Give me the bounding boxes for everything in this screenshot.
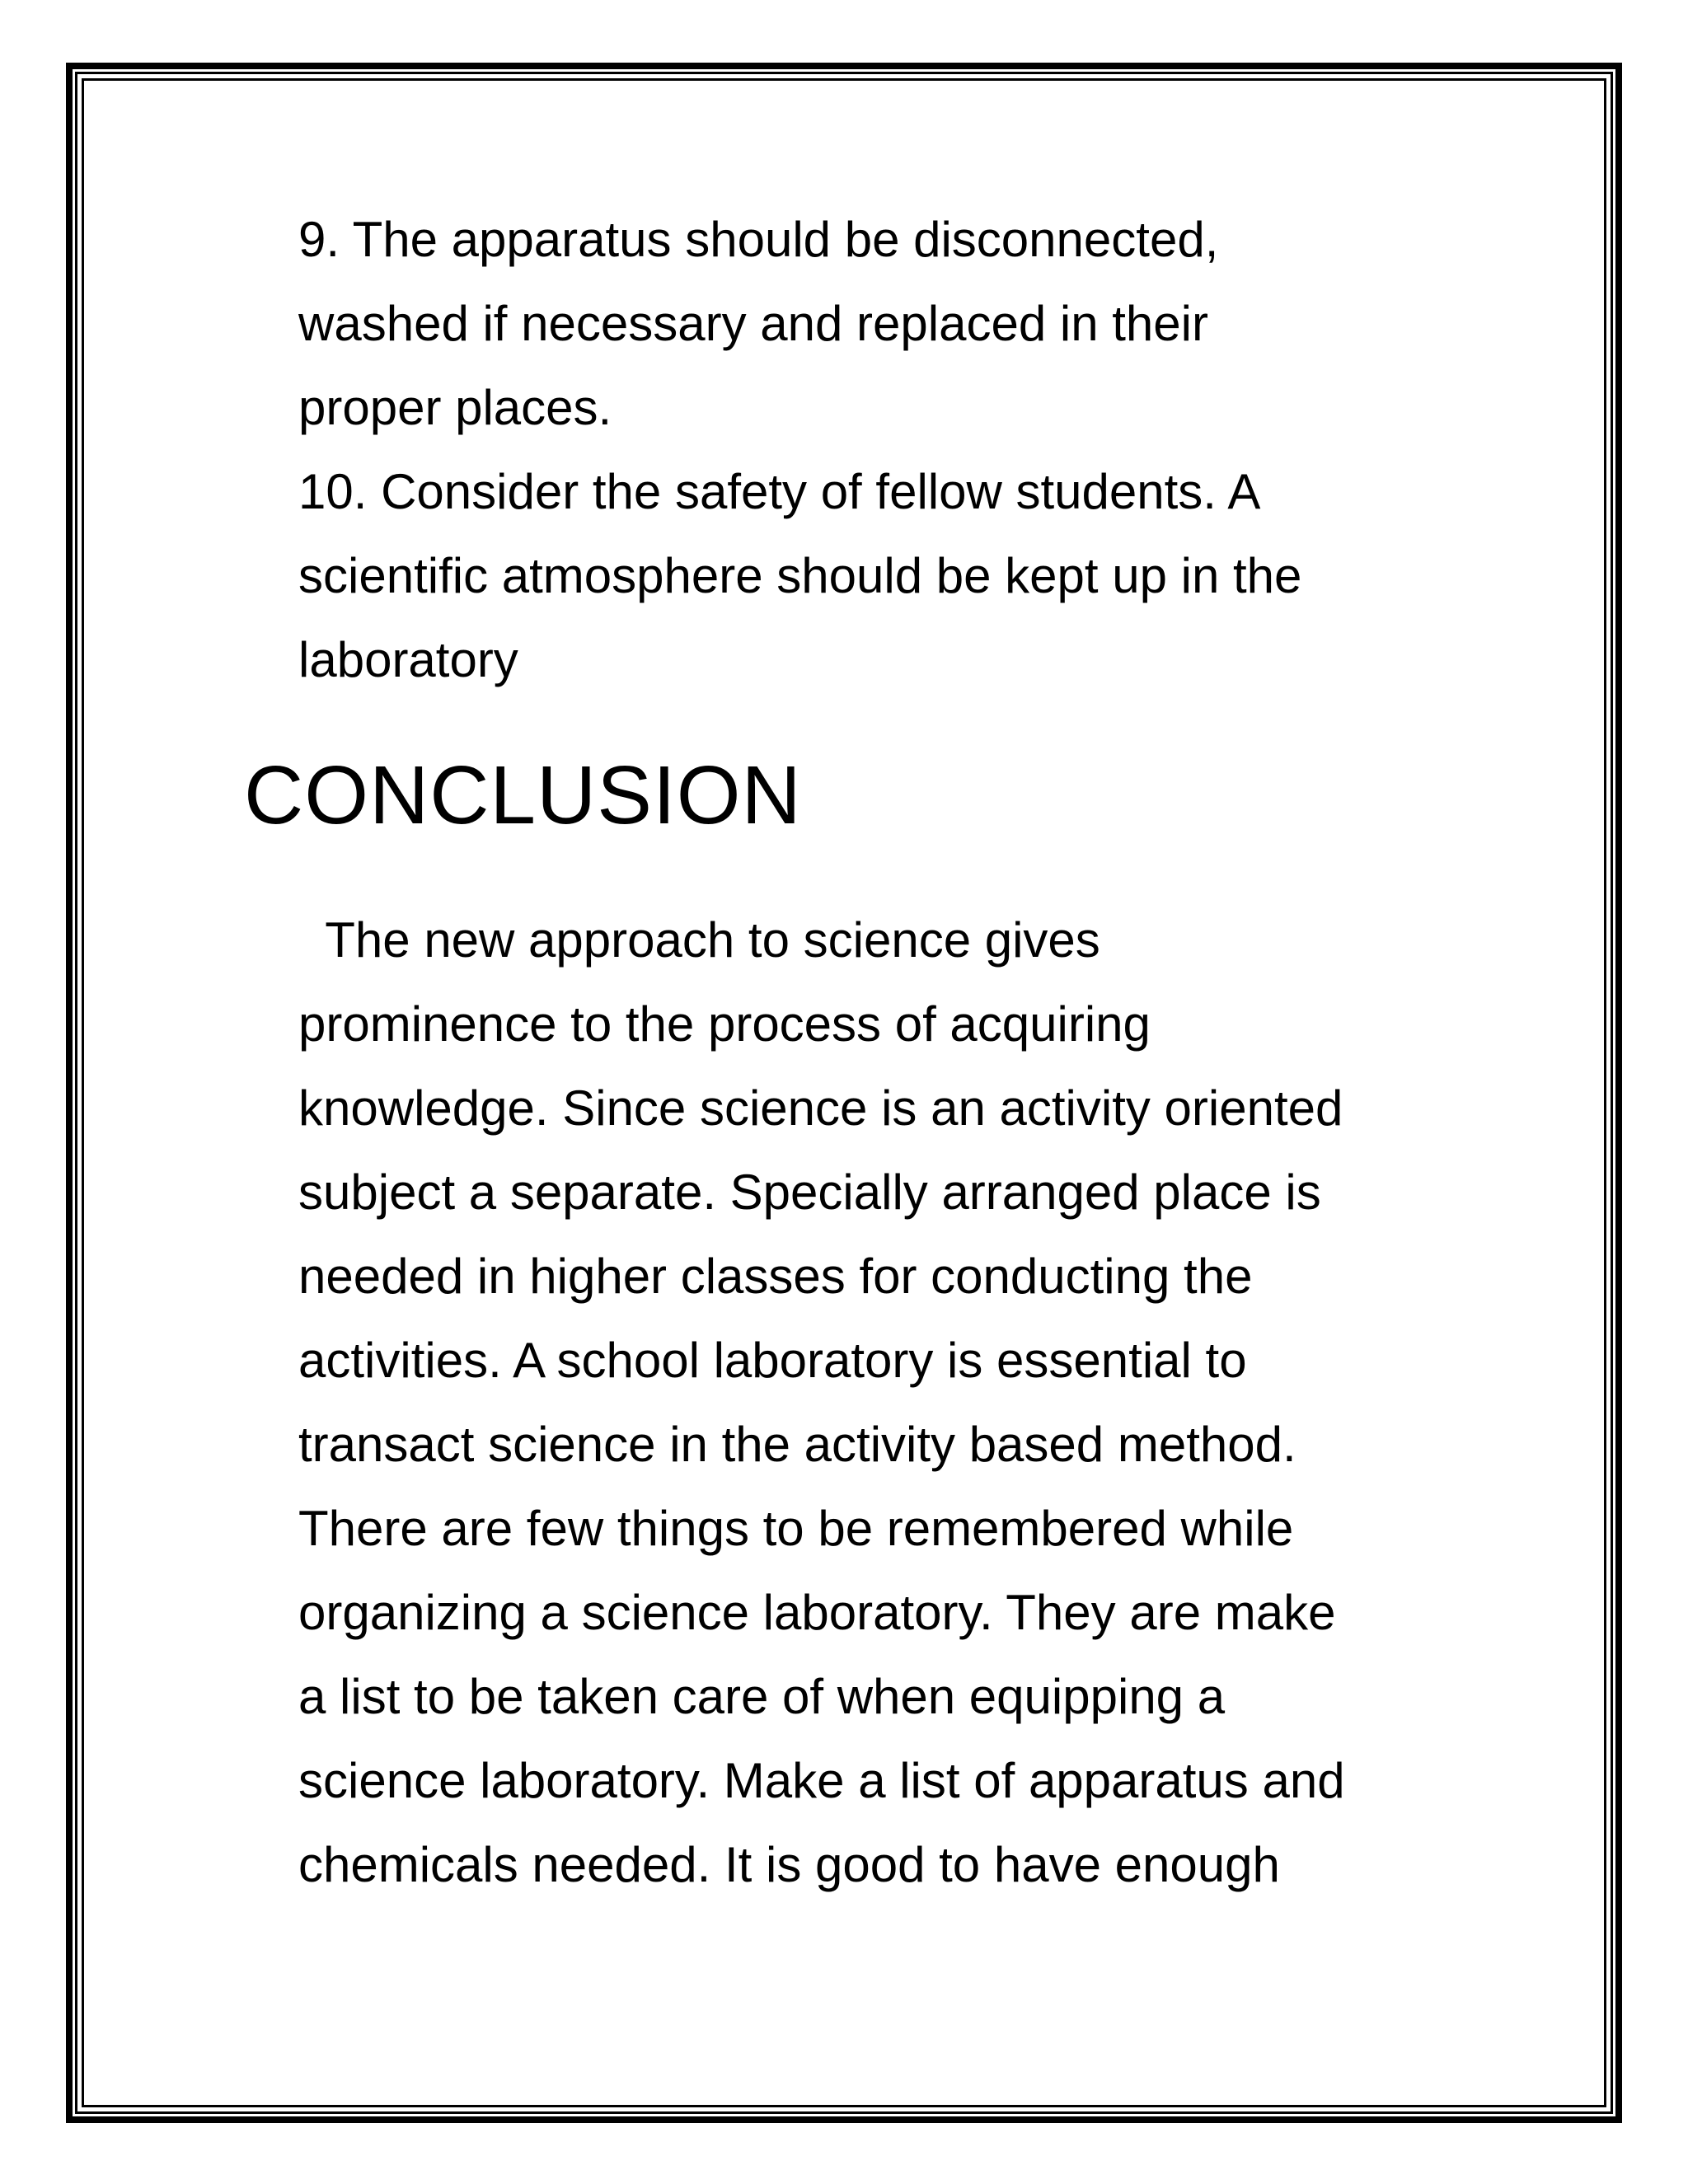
conclusion-line: activities. A school laboratory is essential to: [298, 1333, 1247, 1388]
precaution-line: laboratory: [298, 632, 518, 687]
precaution-line: 9. The apparatus should be disconnected,: [298, 212, 1219, 267]
conclusion-line: science laboratory. Make a list of apparatus and: [298, 1753, 1345, 1808]
conclusion-line: needed in higher classes for conducting the: [298, 1249, 1253, 1304]
precaution-line: washed if necessary and replaced in their: [298, 296, 1208, 351]
conclusion-line: There are few things to be remembered while: [298, 1501, 1294, 1556]
conclusion-line: The new approach to science gives: [298, 912, 1100, 968]
precaution-line: 10. Consider the safety of fellow students. A: [298, 464, 1261, 519]
conclusion-line: knowledge. Since science is an activity oriented: [298, 1080, 1343, 1136]
conclusion-heading: CONCLUSION: [244, 749, 802, 841]
conclusion-line: organizing a science laboratory. They are make: [298, 1585, 1336, 1640]
conclusion-line: a list to be taken care of when equipping a: [298, 1669, 1226, 1724]
precaution-line: scientific atmosphere should be kept up in the: [298, 548, 1302, 603]
conclusion-line: prominence to the process of acquiring: [298, 996, 1151, 1052]
conclusion-line: transact science in the activity based method.: [298, 1417, 1296, 1472]
conclusion-line: subject a separate. Specially arranged place is: [298, 1165, 1321, 1220]
precautions-list: [298, 198, 1493, 702]
conclusion-paragraph: [298, 898, 1493, 1907]
precaution-line: proper places.: [298, 380, 612, 435]
conclusion-line: chemicals needed. It is good to have enough: [298, 1837, 1280, 1892]
